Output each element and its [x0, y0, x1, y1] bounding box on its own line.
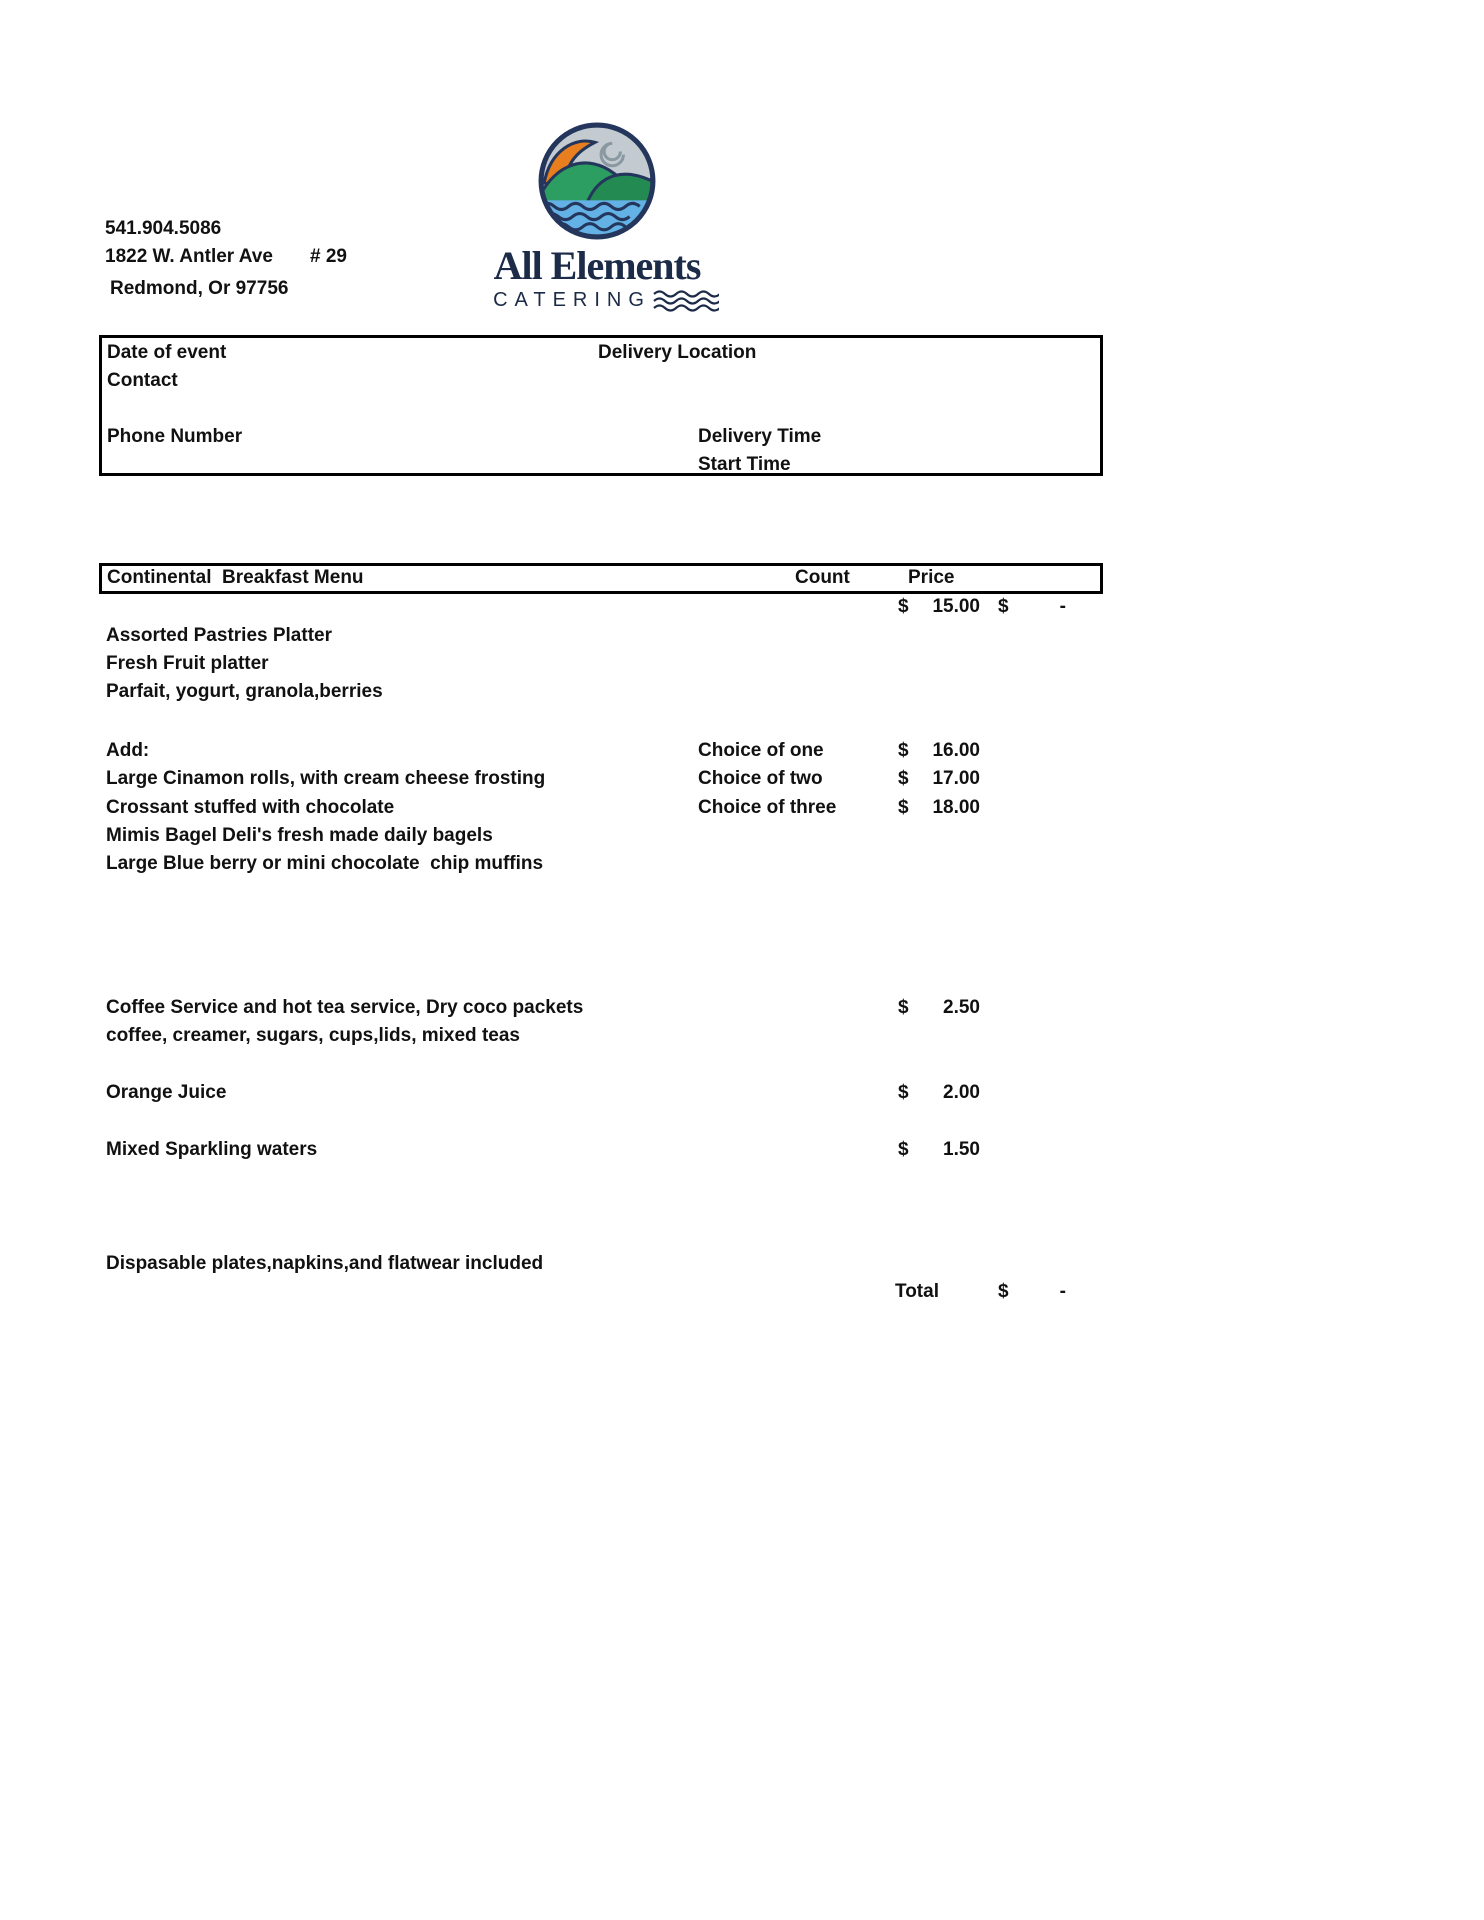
currency-symbol: $ — [898, 768, 909, 789]
base-price: 15.00 — [932, 596, 980, 617]
currency-symbol: $ — [898, 740, 909, 761]
address-suite: # 29 — [310, 246, 347, 267]
logo-subtitle-row — [493, 288, 719, 312]
menu-item: Large Blue berry or mini chocolate chip muffins — [106, 853, 544, 874]
logo-subtitle: CATERING — [493, 288, 651, 311]
address-street: 1822 W. Antler Ave — [105, 246, 273, 267]
menu-item: Coffee Service and hot tea service, Dry coco packets — [106, 997, 584, 1018]
choice-price: 18.00 — [932, 797, 980, 818]
menu-header — [99, 563, 1103, 594]
event-details-box — [99, 335, 1103, 476]
waves-icon — [653, 288, 719, 312]
total-label: Total — [895, 1281, 939, 1302]
currency-symbol: $ — [998, 1281, 1009, 1302]
add-item-row — [0, 825, 1120, 853]
extra-item-detail-row — [0, 1025, 1120, 1053]
currency-symbol: $ — [898, 1082, 909, 1103]
extra-item-row — [0, 1082, 1120, 1110]
note-row — [0, 1253, 1120, 1281]
company-phone: 541.904.5086 — [105, 218, 222, 239]
extra-price: 1.50 — [943, 1139, 980, 1160]
extra-item-row — [0, 997, 1120, 1025]
start-time-label: Start Time — [698, 454, 791, 475]
contact-label: Contact — [107, 370, 178, 391]
add-item-row — [0, 768, 1120, 796]
add-item-row — [0, 797, 1120, 825]
currency-symbol: $ — [898, 596, 909, 617]
count-header: Count — [795, 567, 850, 588]
menu-title: Continental Breakfast Menu — [107, 567, 364, 588]
menu-item: Orange Juice — [106, 1082, 227, 1103]
currency-symbol: $ — [898, 997, 909, 1018]
choice-label: Choice of three — [698, 797, 837, 818]
menu-item: Assorted Pastries Platter — [106, 625, 332, 646]
choice-label: Choice of one — [698, 740, 824, 761]
menu-item-row — [0, 653, 1120, 681]
menu-item-detail: coffee, creamer, sugars, cups,lids, mixed teas — [106, 1025, 520, 1046]
logo-icon — [536, 120, 658, 242]
base-price-alt: - — [1059, 596, 1066, 617]
choice-price: 17.00 — [932, 768, 980, 789]
menu-item: Parfait, yogurt, granola,berries — [106, 681, 383, 702]
date-of-event-label: Date of event — [107, 342, 227, 363]
currency-symbol: $ — [898, 1139, 909, 1160]
base-price-row — [0, 596, 1120, 624]
price-header: Price — [908, 567, 955, 588]
menu-item: Large Cinamon rolls, with cream cheese frosting — [106, 768, 546, 789]
logo — [447, 120, 747, 312]
phone-number-label: Phone Number — [107, 426, 243, 447]
choice-label: Choice of two — [698, 768, 823, 789]
total-amount: - — [1059, 1281, 1066, 1302]
currency-symbol: $ — [898, 797, 909, 818]
delivery-location-label: Delivery Location — [598, 342, 757, 363]
extra-price: 2.50 — [943, 997, 980, 1018]
add-section-row — [0, 740, 1120, 768]
company-address — [105, 246, 505, 268]
total-row — [0, 1281, 1120, 1309]
menu-item-row — [0, 681, 1120, 709]
extra-item-row — [0, 1139, 1120, 1167]
menu-item: Mixed Sparkling waters — [106, 1139, 318, 1160]
choice-price: 16.00 — [932, 740, 980, 761]
add-item-row — [0, 853, 1120, 881]
menu-item: Fresh Fruit platter — [106, 653, 269, 674]
address-city: Redmond, Or 97756 — [110, 278, 289, 299]
menu-item: Crossant stuffed with chocolate — [106, 797, 395, 818]
currency-symbol: $ — [998, 596, 1009, 617]
add-label: Add: — [106, 740, 150, 761]
disposables-note: Dispasable plates,napkins,and flatwear included — [106, 1253, 544, 1274]
menu-item: Mimis Bagel Deli's fresh made daily bagels — [106, 825, 493, 846]
logo-title: All Elements — [493, 243, 701, 288]
extra-price: 2.00 — [943, 1082, 980, 1103]
menu-item-row — [0, 625, 1120, 653]
delivery-time-label: Delivery Time — [698, 426, 822, 447]
